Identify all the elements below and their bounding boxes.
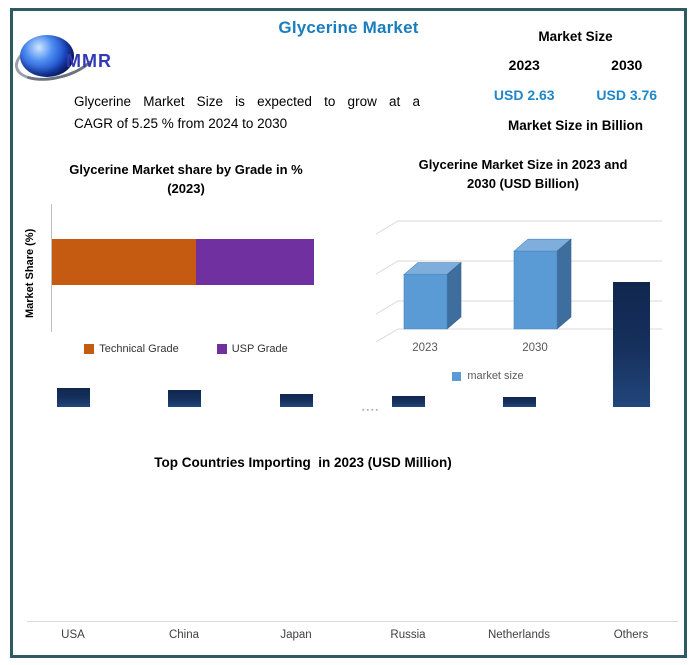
intro-line-2: CAGR of 5.25 % from 2024 to 2030	[74, 115, 288, 131]
grade-chart-title-line2: (2023)	[167, 180, 205, 196]
infographic-frame	[10, 8, 687, 658]
value-2023: USD 2.63	[493, 87, 555, 103]
market-size-heading: Market Size	[538, 29, 613, 44]
x-label-2030: 2030	[522, 342, 548, 354]
year-2023-label: 2023	[508, 57, 540, 73]
import-chart	[13, 441, 684, 655]
bar-2023	[404, 263, 461, 329]
size-chart-title-line2: 2030 (USD Billion)	[467, 175, 579, 191]
market-size-footnote: Market Size in Billion	[507, 118, 644, 133]
usp-grade-segment	[196, 239, 314, 285]
legend-item-technical-grade	[84, 343, 179, 355]
x-label-2023: 2023	[412, 342, 438, 354]
grade-share-chart	[24, 161, 339, 376]
technical-grade-label: Technical Grade	[99, 343, 179, 355]
grade-chart-ylabel: Market Share (%)	[24, 228, 36, 318]
intro-text	[74, 91, 420, 134]
usp-grade-swatch-icon	[217, 344, 227, 354]
bar-netherlands	[503, 397, 536, 407]
bar-japan	[280, 394, 313, 407]
label-others: Others	[613, 629, 649, 641]
size-chart-title	[358, 156, 688, 194]
size-chart-title-line1: Glycerine Market Size in 2023 and	[418, 157, 628, 172]
size-chart-legend	[358, 370, 618, 382]
bar-usa	[57, 388, 90, 407]
intro-line-1: Glycerine Market Size is expected to grow at a	[74, 94, 420, 109]
bar-russia	[392, 396, 425, 407]
import-chart-baseline	[27, 621, 678, 622]
market-size-panel	[473, 29, 678, 133]
label-japan: Japan	[280, 629, 312, 641]
market-size-swatch-icon	[452, 372, 461, 381]
bar-china	[168, 390, 201, 407]
label-netherlands: Netherlands	[487, 629, 550, 641]
technical-grade-swatch-icon	[84, 344, 94, 354]
watermark: ▪▪▪▪	[362, 407, 380, 414]
market-size-years	[473, 57, 678, 73]
bar-2030	[514, 239, 571, 329]
bar-others	[613, 282, 650, 407]
technical-grade-segment	[52, 239, 196, 285]
legend-item-usp-grade	[217, 343, 288, 355]
import-chart-title: Top Countries Importing in 2023 (USD Million)	[154, 455, 452, 470]
market-size-legend-label: market size	[467, 370, 524, 382]
year-2030-label: 2030	[611, 57, 643, 73]
logo-text: MMR	[66, 51, 112, 71]
label-russia: Russia	[390, 629, 426, 641]
grade-chart-legend	[33, 343, 339, 355]
page-title: Glycerine Market	[278, 18, 419, 37]
stacked-bar	[52, 239, 314, 285]
grade-chart-title	[33, 161, 339, 199]
usp-grade-label: USP Grade	[231, 343, 288, 355]
mmr-logo	[20, 31, 140, 89]
value-2030: USD 3.76	[596, 87, 658, 103]
label-usa: USA	[61, 629, 85, 641]
market-size-values	[473, 87, 678, 103]
grade-chart-title-line1: Glycerine Market share by Grade in %	[69, 162, 303, 177]
label-china: China	[168, 629, 200, 641]
